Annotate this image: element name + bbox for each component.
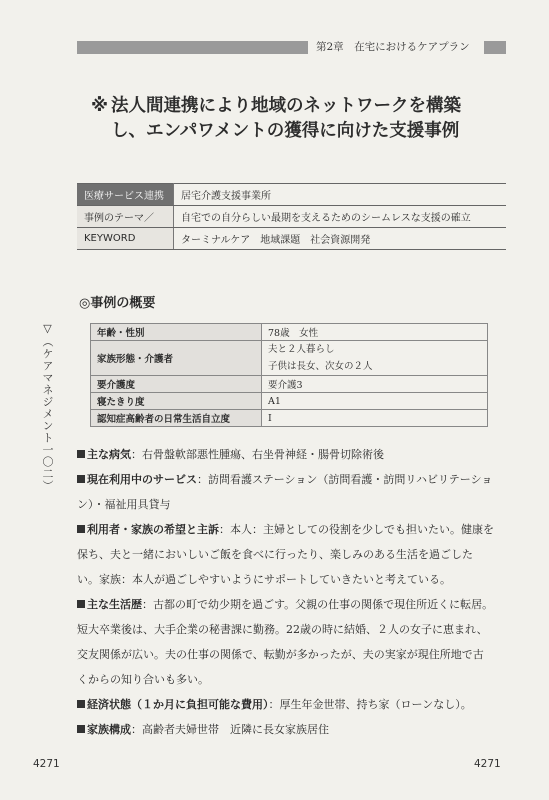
life-history-text-4: くからの知り合いも多い。 bbox=[77, 673, 209, 686]
age-label: 年齢・性別 bbox=[91, 324, 262, 341]
economic-heading: 経済状態（１か月に負担可能な費用） bbox=[87, 698, 269, 711]
service-text-1: ：訪問看護ステーション（訪問看護・訪問リハビリテーショ bbox=[197, 473, 493, 486]
wish-paragraph bbox=[77, 517, 509, 592]
bedridden-value: A1 bbox=[262, 393, 488, 410]
life-history-heading: 主な生活歴 bbox=[87, 598, 142, 611]
economic-paragraph bbox=[77, 692, 509, 717]
economic-text: ：厚生年金世帯、持ち家（ローンなし）。 bbox=[268, 698, 472, 711]
family-value-line-1: 夫と２人暮らし bbox=[268, 344, 335, 355]
family-label: 家族形態・介護者 bbox=[91, 341, 262, 376]
service-paragraph bbox=[77, 467, 509, 517]
square-bullet-icon bbox=[77, 475, 85, 483]
wish-text-3: い。家族：本人が過ごしやすいようにサポートしていきたいと考えている。 bbox=[77, 573, 451, 586]
theme-label: 事例のテーマ／ bbox=[77, 206, 174, 228]
service-text-2: ン）・福祉用具貸与 bbox=[77, 498, 171, 511]
service-heading: 現在利用中のサービス bbox=[87, 473, 197, 486]
theme-value: 自宅での自分らしい最期を支えるためのシームレスな支援の確立 bbox=[174, 206, 507, 228]
square-bullet-icon bbox=[77, 700, 85, 708]
life-history-text-1: ：古都の町で幼少期を過ごす。父親の仕事の関係で現住所近くに転居。 bbox=[142, 598, 494, 611]
life-history-text-3: 交友関係が広い。夫の仕事の関係で、転勤が多かったが、夫の実家が現住所地で古 bbox=[77, 648, 484, 661]
illness-heading: 主な病気 bbox=[87, 448, 131, 461]
case-info-table bbox=[77, 183, 506, 250]
care-level-value: 要介護3 bbox=[262, 376, 488, 393]
illness-text: ：右骨盤軟部悪性腫瘍、右坐骨神経・腸骨切除術後 bbox=[131, 448, 384, 461]
section-title: ◎事例の概要 bbox=[79, 296, 156, 311]
square-bullet-icon bbox=[77, 725, 85, 733]
reference-mark-icon: ※ bbox=[91, 96, 109, 116]
illness-paragraph bbox=[77, 442, 509, 467]
title-line-2: し、エンパワメントの獲得に向けた支援事例 bbox=[111, 121, 460, 141]
medical-service-value: 居宅介護支援事業所 bbox=[174, 184, 507, 206]
care-level-label: 要介護度 bbox=[91, 376, 262, 393]
life-history-text-2: 短大卒業後は、大手企業の秘書課に勤務。22歳の時に結婚、２人の女子に恵まれ、 bbox=[77, 623, 488, 636]
family-structure-paragraph bbox=[77, 717, 509, 742]
page-number-left: 4271 bbox=[33, 758, 60, 770]
wish-heading: 利用者・家族の希望と主訴 bbox=[87, 523, 219, 536]
keyword-value: ターミナルケア 地域課題 社会資源開発 bbox=[174, 228, 507, 250]
square-bullet-icon bbox=[77, 525, 85, 533]
header-block bbox=[484, 41, 506, 54]
title-line-1: 法人間連携により地域のネットワークを構築 bbox=[111, 96, 461, 116]
family-structure-text: ：高齢者夫婦世帯 近隣に長女家族居住 bbox=[131, 723, 329, 736]
family-structure-heading: 家族構成 bbox=[87, 723, 131, 736]
dementia-value: Ⅰ bbox=[262, 410, 488, 427]
life-history-paragraph bbox=[77, 592, 509, 692]
chapter-heading: 第2章 在宅におけるケアプラン bbox=[316, 41, 470, 53]
profile-table bbox=[90, 323, 488, 427]
side-series-label: ▽（ケアマネジメント一〇二） bbox=[41, 322, 54, 492]
page-title bbox=[91, 94, 511, 144]
age-value: 78歳 女性 bbox=[262, 324, 488, 341]
square-bullet-icon bbox=[77, 600, 85, 608]
family-value-line-2: 子供は長女、次女の２人 bbox=[268, 361, 373, 372]
wish-text-2: 保ち、夫と一緒においしいご飯を食べに行ったり、楽しみのある生活を過ごした bbox=[77, 548, 473, 561]
keyword-label: KEYWORD bbox=[77, 228, 174, 250]
wish-text-1: ：本人：主婦としての役割を少しでも担いたい。健康を bbox=[219, 523, 494, 536]
header-bar bbox=[77, 41, 308, 54]
bedridden-label: 寝たきり度 bbox=[91, 393, 262, 410]
family-value bbox=[262, 341, 488, 376]
medical-service-label: 医療サービス連携 bbox=[77, 184, 174, 206]
dementia-label: 認知症高齢者の日常生活自立度 bbox=[91, 410, 262, 427]
square-bullet-icon bbox=[77, 450, 85, 458]
page-number-right: 4271 bbox=[474, 758, 501, 770]
